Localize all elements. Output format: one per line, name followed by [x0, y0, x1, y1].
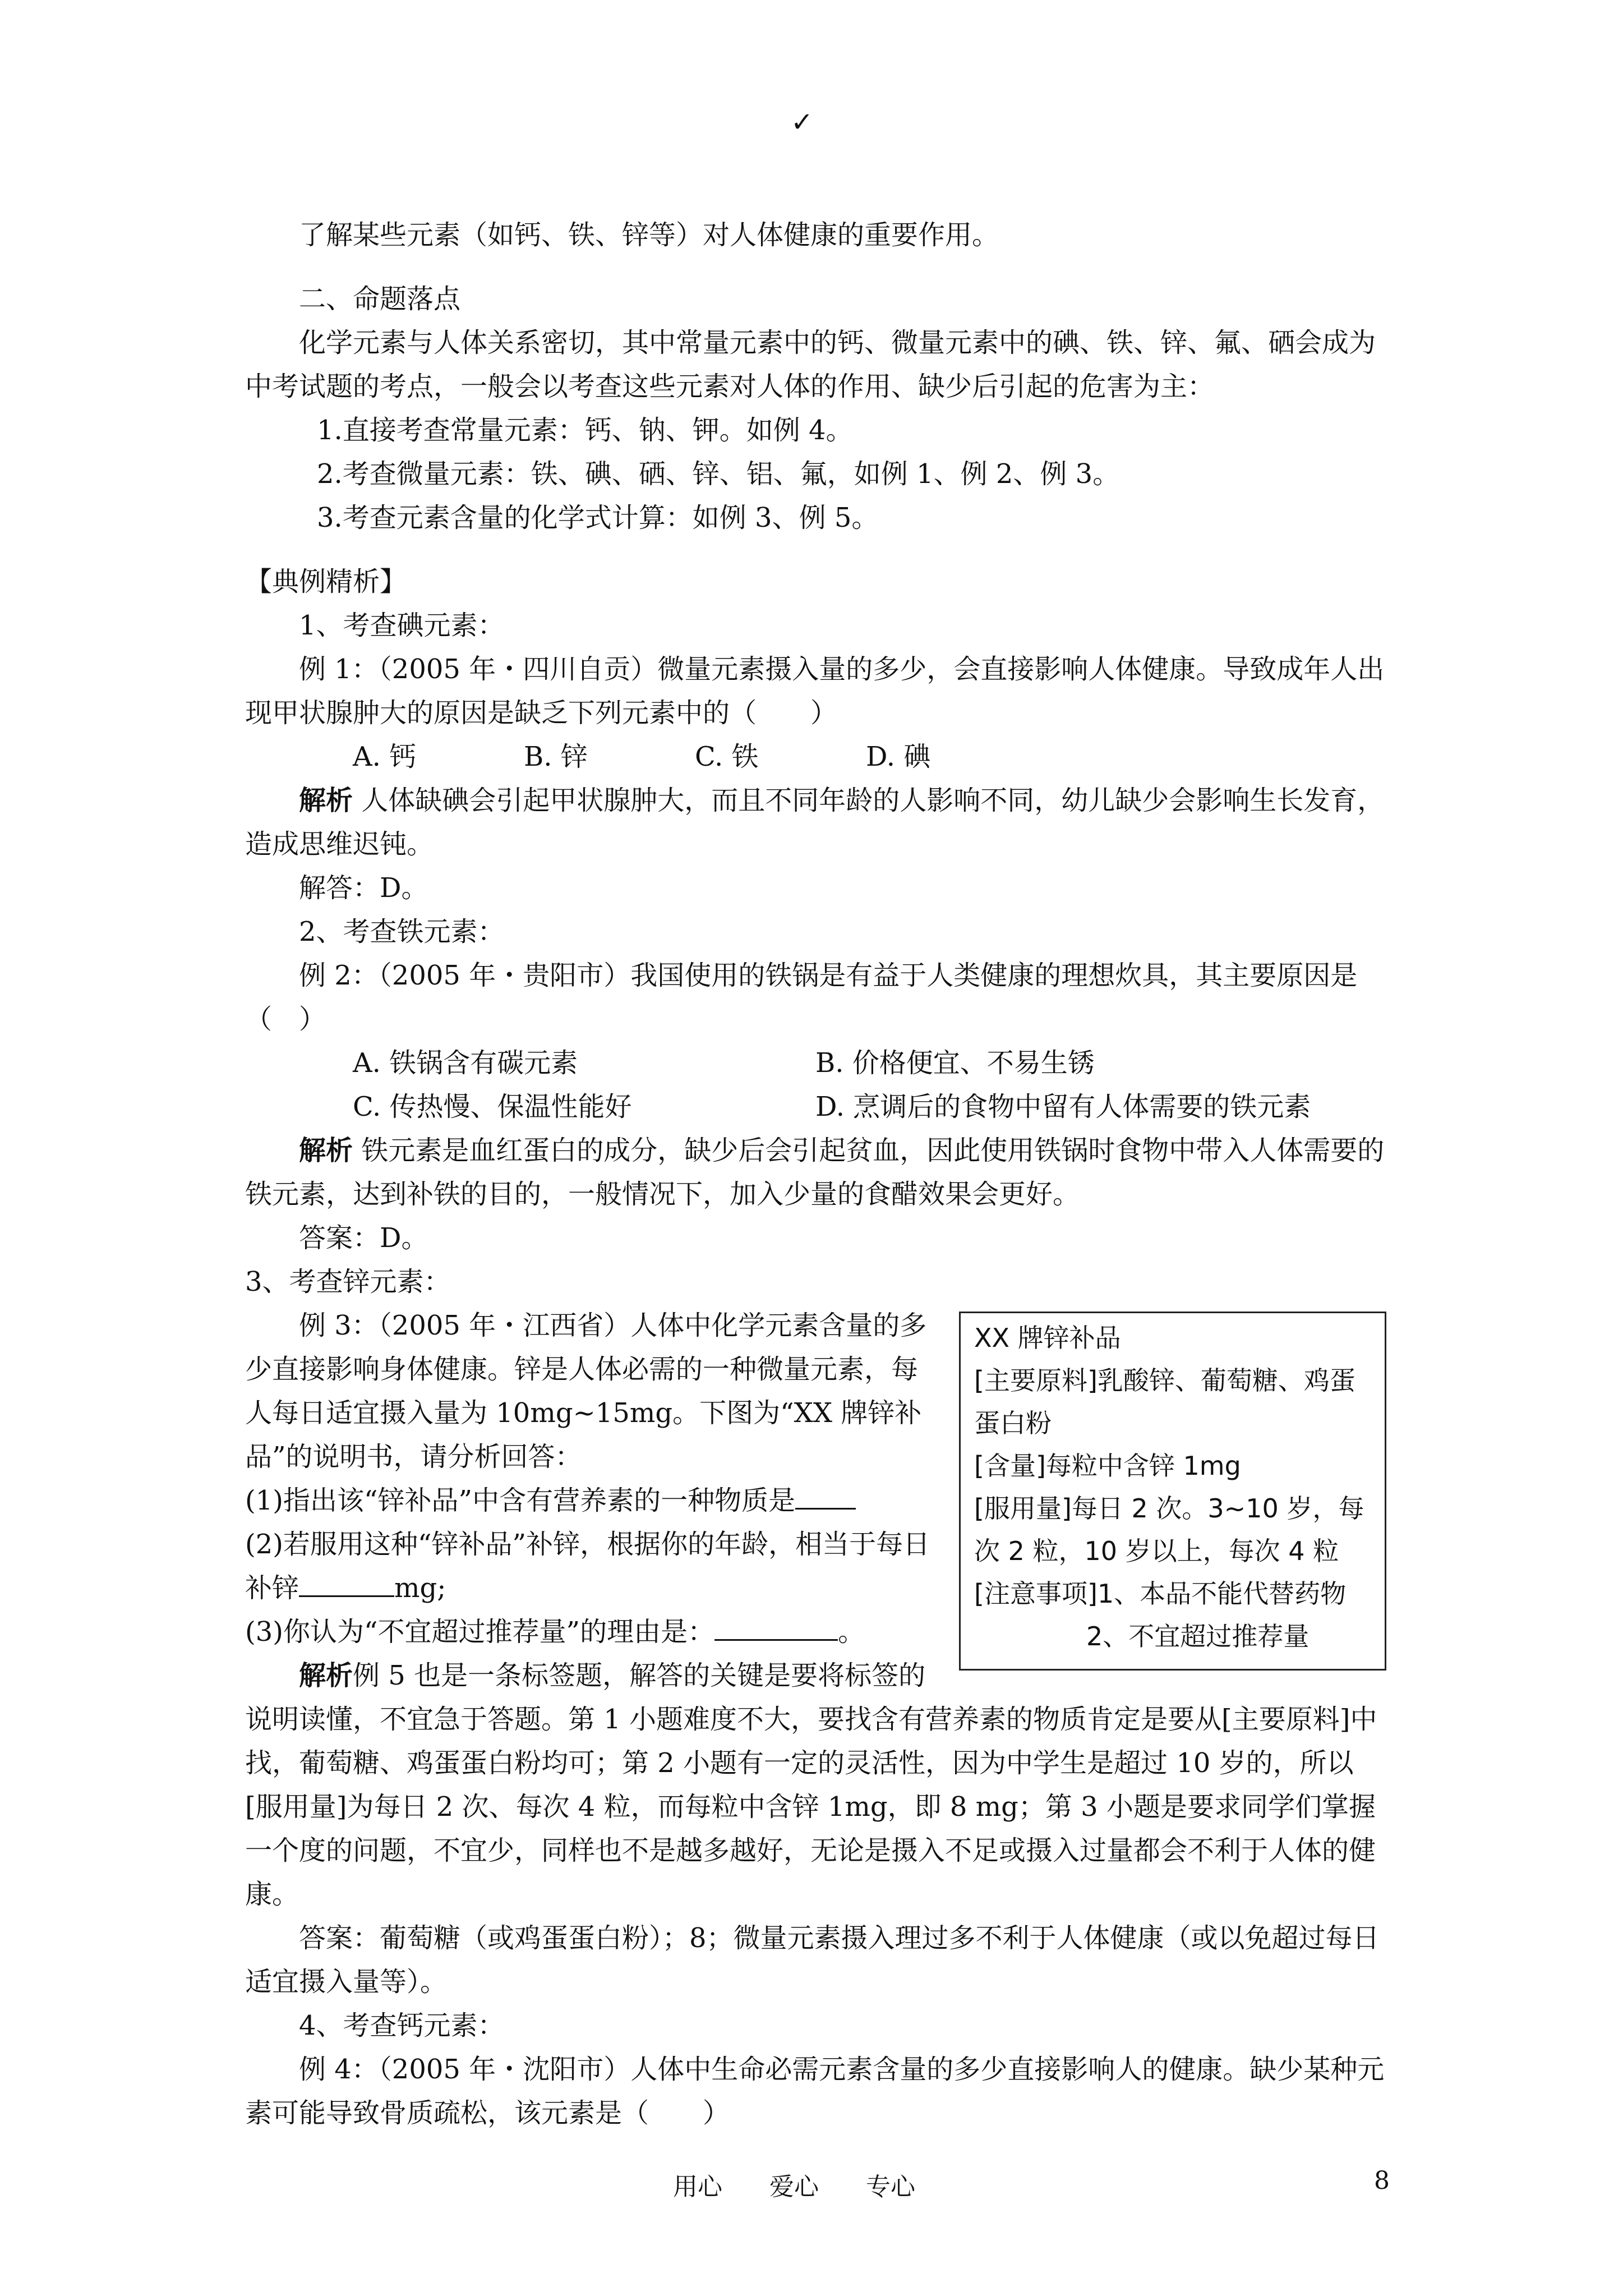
subsection-calcium: 4、考查钙元素： — [299, 2010, 505, 2041]
slogan-word: 专心 — [866, 2173, 915, 2201]
label-ingredients: [主要原料]乳酸锌、葡萄糖、鸡蛋蛋白粉 — [974, 1365, 1355, 1438]
paragraph-objective: 了解某些元素（如钙、铁、锌等）对人体健康的重要作用。 — [299, 219, 999, 251]
example-2-choices-ab — [245, 1041, 1386, 1085]
point-1: 1.直接考查常量元素：钙、钠、钾。如例 4。 — [317, 415, 853, 446]
label-notes: [注意事项]1、本品不能代替药物 — [974, 1579, 1347, 1609]
example-1-analysis — [245, 779, 1386, 866]
example-3-question: 例 3：（2005 年・江西省）人体中化学元素含量的多少直接影响身体健康。锌是人体必需的一种微量元素，每人每日适宜摄入量为 10mg~15mg。下图为“XX 牌锌补品”的说明书，请分析回答： — [245, 1310, 927, 1473]
subsection-iodine: 1、考查碘元素： — [299, 610, 505, 641]
subsection-zinc: 3、考查锌元素： — [245, 1266, 451, 1297]
example-2-question: 例 2：（2005 年・贵阳市）我国使用的铁锅是有益于人类健康的理想炊具，其主要原因是（ ） — [245, 960, 1358, 1035]
choice-a: A. 铁锅含有碳元素 — [353, 1047, 578, 1079]
choice-c: C. 铁 — [695, 741, 759, 772]
paragraph-intro: 化学元素与人体关系密切，其中常量元素中的钙、微量元素中的碘、铁、锌、氟、硒会成为中考试题的考点，一般会以考查这些元素对人体的作用、缺少后引起的危害为主： — [245, 327, 1376, 402]
section-heading-examples: 【典例精析】 — [245, 566, 407, 597]
answer-blank[interactable] — [714, 1612, 838, 1641]
supplement-label-box — [959, 1312, 1386, 1671]
answer-blank[interactable] — [299, 1568, 394, 1597]
choice-b: B. 锌 — [524, 741, 588, 772]
example-2-answer: 答案：D。 — [299, 1222, 428, 1254]
choice-d: D. 烹调后的食物中留有人体需要的铁元素 — [815, 1091, 1311, 1122]
example-3-answer: 答案：葡萄糖（或鸡蛋蛋白粉）；8；微量元素摄入理过多不利于人体健康（或以免超过每日适宜摄入量等）。 — [245, 1922, 1380, 1998]
example-2-choices-cd — [245, 1085, 1386, 1129]
example-4-question: 例 4：（2005 年・沈阳市）人体中生命必需元素含量的多少直接影响人的健康。缺少某种元素可能导致骨质疏松，该元素是（ ） — [245, 2054, 1385, 2129]
analysis-label: 解析 — [299, 1660, 353, 1691]
analysis-label: 解析 — [299, 1135, 353, 1166]
analysis-text: 人体缺碘会引起甲状腺肿大，而且不同年龄的人影响不同，幼儿缺少会影响生长发育，造成思维迟钝。 — [245, 785, 1385, 860]
choice-c: C. 传热慢、保温性能好 — [353, 1091, 632, 1122]
page-number: 8 — [1374, 2166, 1390, 2195]
example-3-q1: (1)指出该“锌补品”中含有营养素的一种物质是 — [245, 1479, 1386, 1522]
analysis-label: 解析 — [299, 785, 353, 816]
footer-slogan — [673, 2166, 955, 2202]
example-3-q2: (2)若服用这种“锌补品”补锌，根据你的年龄，相当于每日补锌 mg; — [245, 1529, 930, 1604]
example-2-analysis — [245, 1129, 1386, 1216]
label-content: [含量]每粒中含锌 1mg — [974, 1451, 1241, 1481]
point-3: 3.考查元素含量的化学式计算：如例 3、例 5。 — [317, 502, 879, 533]
example-3-q3: (3)你认为“不宜超过推荐量”的理由是： 。 — [245, 1610, 1386, 1654]
choice-d: D. 碘 — [866, 741, 931, 772]
answer-blank[interactable] — [795, 1481, 856, 1510]
choice-b: B. 价格便宜、不易生锈 — [815, 1047, 1095, 1079]
analysis-text: 铁元素是血红蛋白的成分，缺少后会引起贫血，因此使用铁锅时食物中带入人体需要的铁元素，达到补铁的目的，一般情况下，加入少量的食醋效果会更好。 — [245, 1135, 1385, 1210]
analysis-text: 例 5 也是一条标签题，解答的关键是要将标签的说明读懂，不宜急于答题。第 1 小题难度不大，要找含有营养素的物质肯定是要从[主要原料]中找，葡萄糖、鸡蛋蛋白粉均可；第 2 小题有一定的灵活性，因为中学生是超过 10 岁的，所以[服用量]为每日 2 次、每次 4 粒，而每粒中含锌 1mg，即 8 mg；第 3 小题是要求同学们掌握一个度的问题，不宜少，同样也不是越多越好，无论是摄入不足或摄入过量都会不利于人体的健康。 — [245, 1660, 1377, 1910]
example-1-answer: 解答：D。 — [299, 872, 428, 904]
subsection-iron: 2、考查铁元素： — [299, 916, 505, 947]
document-body — [245, 213, 1386, 2135]
example-3-analysis — [245, 1654, 1386, 1916]
label-notes-2: 2、不宜超过推荐量 — [1086, 1621, 1310, 1651]
choice-a: A. 钙 — [353, 741, 417, 772]
label-title: XX 牌锌补品 — [974, 1323, 1121, 1353]
label-dosage: [服用量]每日 2 次。3~10 岁，每次 2 粒，10 岁以上，每次 4 粒 — [974, 1493, 1364, 1566]
point-2: 2.考查微量元素：铁、碘、硒、锌、铝、氟，如例 1、例 2、例 3。 — [317, 458, 1120, 490]
section-heading-2: 二、命题落点 — [299, 283, 461, 315]
check-mark: ✓ — [791, 107, 814, 138]
slogan-word: 爱心 — [769, 2173, 819, 2201]
example-1-choices — [245, 735, 1386, 779]
example-1-question: 例 1：（2005 年・四川自贡）微量元素摄入量的多少，会直接影响人体健康。导致成年人出现甲状腺肿大的原因是缺乏下列元素中的（ ） — [245, 654, 1385, 729]
slogan-word: 用心 — [673, 2173, 722, 2201]
